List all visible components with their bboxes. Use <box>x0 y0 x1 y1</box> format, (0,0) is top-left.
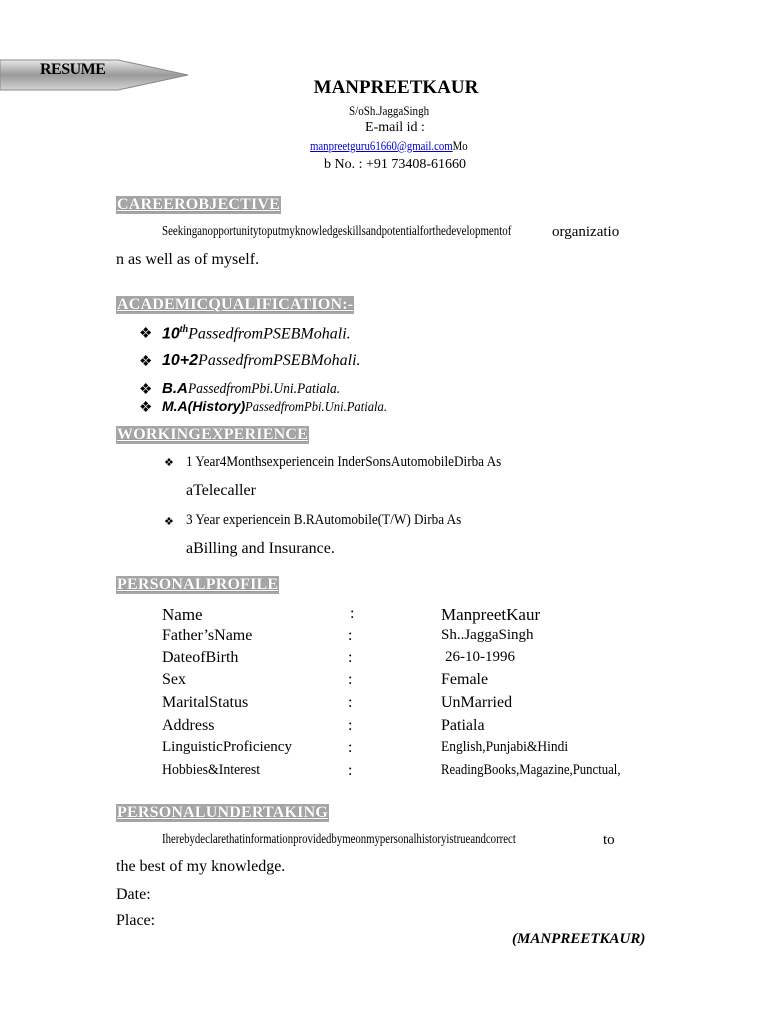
diamond-bullet-icon: ❖ <box>139 400 153 416</box>
profile-row-sex <box>162 671 186 689</box>
career-objective-heading: CAREEROBJECTIVE <box>117 196 281 213</box>
work-item-2-line-1: 3 Year experiencein B.RAutomobile(T/W) Dirba As <box>186 512 462 528</box>
profile-value: ReadingBooks,Magazine,Punctual, <box>441 762 621 778</box>
profile-value: 26-10-1996 <box>445 649 515 665</box>
profile-label: DateofBirth <box>162 649 239 666</box>
email-line <box>310 138 500 154</box>
profile-row-languages <box>162 739 292 756</box>
profile-label: Hobbies&Interest <box>162 762 261 778</box>
work-experience-heading: WORKINGEXPERIENCE <box>117 426 308 443</box>
diamond-bullet-icon: ❖ <box>164 516 174 528</box>
date-label: Date: <box>116 886 151 903</box>
academic-item-10th: 10thPassedfromPSEBMohali. <box>162 324 351 343</box>
undertaking-line-2: the best of my knowledge. <box>116 858 286 875</box>
undertaking-line-1-end: to <box>603 832 615 848</box>
mob-prefix: Mo <box>452 138 468 153</box>
profile-separator: : <box>348 717 353 734</box>
academic-item-ma: M.A(History)PassedfromPbi.Uni.Patiala. <box>162 398 388 415</box>
parent-name: S/oSh.JaggaSingh <box>348 103 429 118</box>
profile-label: Sex <box>162 671 186 688</box>
career-objective-line-1: Seekinganopportunitytoputmyknowledgeskillsandpotentialforthedevelopmentof <box>162 224 512 239</box>
place-label: Place: <box>116 912 156 929</box>
work-item-1-line-1: 1 Year4Monthsexperiencein InderSonsAutomobileDirba As <box>186 454 502 470</box>
profile-row-marital <box>162 694 248 712</box>
profile-row-dob <box>162 649 238 667</box>
profile-row-address <box>162 717 214 735</box>
undertaking-line-1: Iherebydeclarethatinformationprovidedbymeonmypersonalhistoryistrueandcorrect <box>162 832 516 847</box>
signature-name: (MANPREETKAUR) <box>512 931 646 947</box>
resume-banner-label: RESUME <box>40 61 106 78</box>
academic-item-ba: B.APassedfromPbi.Uni.Patiala. <box>162 380 340 397</box>
profile-value: UnMarried <box>441 694 513 711</box>
profile-label: MaritalStatus <box>162 694 249 711</box>
profile-separator: : <box>348 671 353 688</box>
profile-value: Patiala <box>441 717 485 734</box>
profile-separator: : <box>348 739 353 756</box>
profile-label: Name <box>162 605 203 624</box>
career-objective-line-2: n as well as of myself. <box>116 251 260 268</box>
profile-separator: : <box>348 694 353 711</box>
career-objective-line-1-end: organizatio <box>552 224 620 240</box>
email-label: E-mail id : <box>365 120 425 135</box>
academic-heading: ACADEMICQUALIFICATION:- <box>117 296 354 313</box>
profile-value: ManpreetKaur <box>441 605 541 624</box>
work-item-2-line-2: aBilling and Insurance. <box>186 540 335 557</box>
profile-value: Sh..JaggaSingh <box>441 627 534 643</box>
profile-value: Female <box>441 671 489 688</box>
profile-separator: : <box>348 627 353 644</box>
academic-item-12th: 10+2PassedfromPSEBMohali. <box>162 352 361 369</box>
profile-separator: : <box>350 605 355 622</box>
diamond-bullet-icon: ❖ <box>139 382 153 398</box>
phone-number: b No. : +91 73408-61660 <box>324 157 467 172</box>
profile-label: Address <box>162 717 215 734</box>
profile-separator: : <box>348 649 353 666</box>
profile-row-name <box>162 605 203 625</box>
profile-row-hobbies <box>162 762 269 779</box>
candidate-name: MANPREETKAUR <box>313 77 479 98</box>
email-link[interactable]: manpreetguru61660@gmail.com <box>310 138 453 153</box>
diamond-bullet-icon: ❖ <box>139 326 153 342</box>
profile-row-father <box>162 627 252 645</box>
profile-label: LinguisticProficiency <box>162 739 292 755</box>
profile-label: Father’sName <box>162 627 253 644</box>
diamond-bullet-icon: ❖ <box>164 457 174 469</box>
profile-separator: : <box>348 762 353 779</box>
profile-value: English,Punjabi&Hindi <box>441 739 569 755</box>
personal-profile-heading: PERSONALPROFILE <box>117 576 279 593</box>
work-item-1-line-2: aTelecaller <box>186 482 256 499</box>
diamond-bullet-icon: ❖ <box>139 354 153 370</box>
undertaking-heading: PERSONALUNDERTAKING <box>117 804 328 821</box>
